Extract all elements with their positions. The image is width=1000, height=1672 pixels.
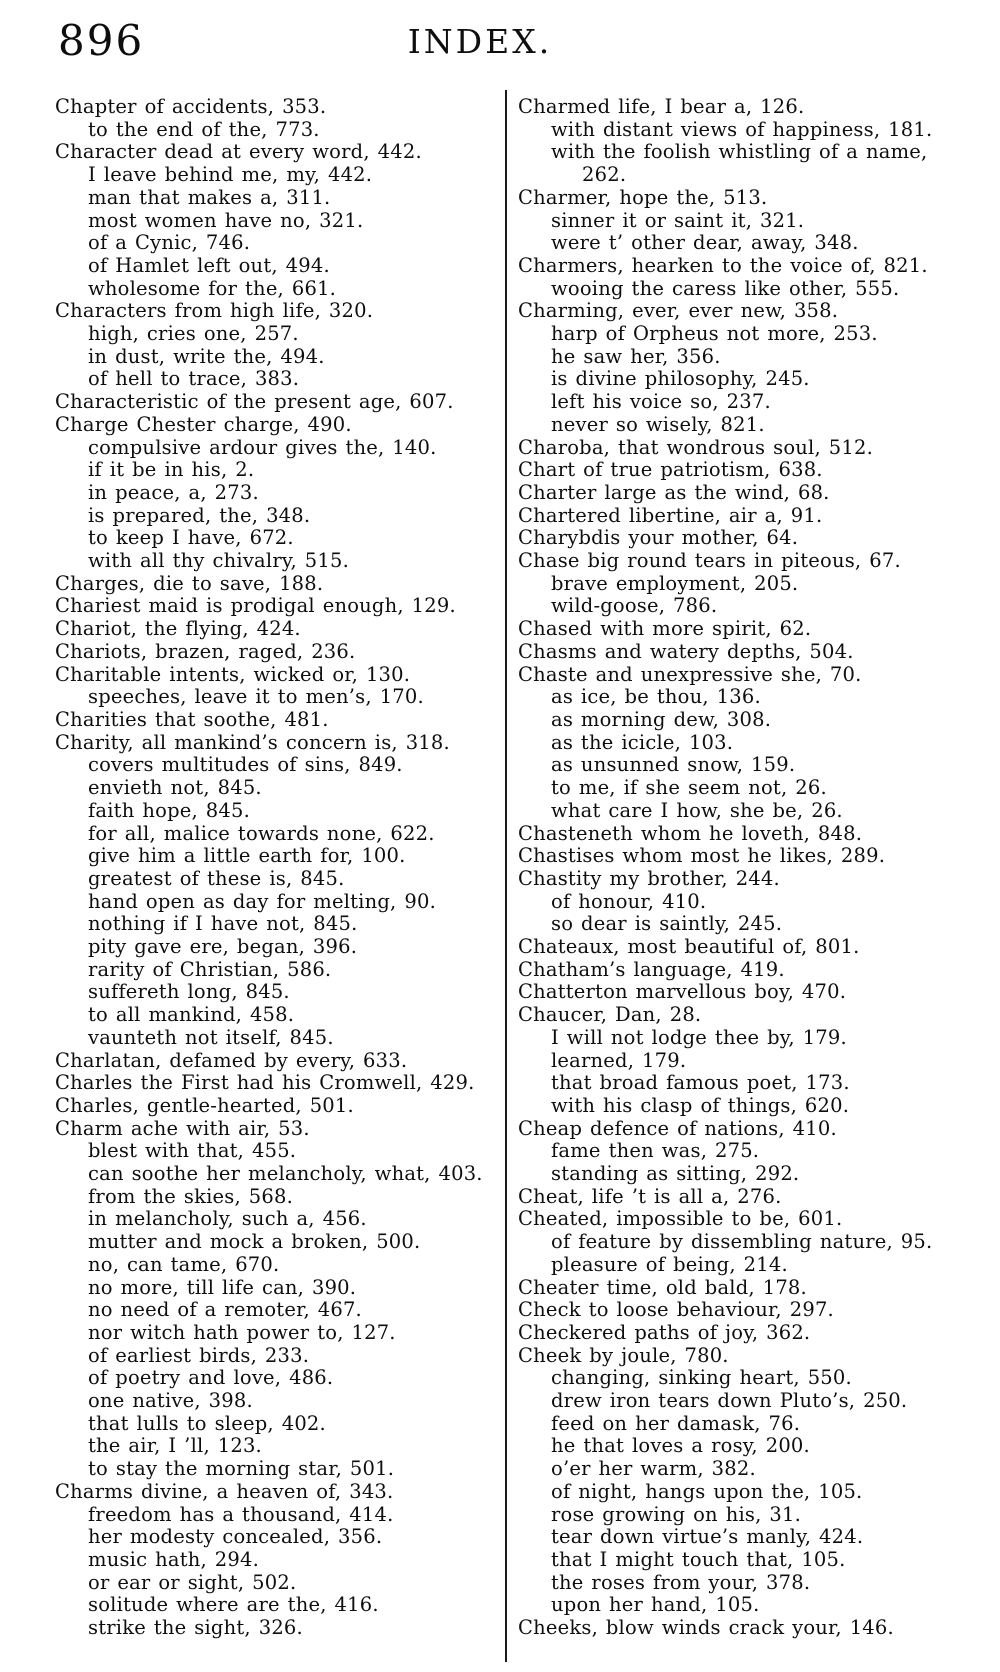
index-entry: mutter and mock a broken, 500. — [88, 1230, 421, 1254]
index-entry: for all, malice towards none, 622. — [88, 821, 435, 845]
index-entry: Charmer, hope the, 513. — [518, 185, 768, 209]
index-entry: Chasms and watery depths, 504. — [518, 639, 854, 663]
index-entry: upon her hand, 105. — [551, 1593, 760, 1617]
index-entry: learned, 179. — [551, 1048, 687, 1072]
index-entry: Charge Chester charge, 490. — [55, 412, 352, 436]
index-entry: he saw her, 356. — [551, 344, 721, 368]
index-entry: 262. — [582, 163, 627, 187]
index-entry: compulsive ardour gives the, 140. — [88, 435, 437, 459]
index-entry: Chapter of accidents, 353. — [55, 95, 327, 118]
index-entry: Charter large as the wind, 68. — [518, 480, 830, 504]
index-entry: what care I how, she be, 26. — [551, 798, 843, 822]
index-entry: freedom has a thousand, 414. — [88, 1502, 394, 1526]
index-entry: most women have no, 321. — [88, 208, 364, 232]
index-entry: strike the sight, 326. — [88, 1616, 303, 1640]
index-entry: high, cries one, 257. — [88, 322, 299, 346]
index-entry: to all mankind, 458. — [88, 1003, 295, 1027]
index-entry: pleasure of being, 214. — [551, 1252, 788, 1276]
index-entry: to keep I have, 672. — [88, 526, 294, 550]
index-entry: Chariot, the flying, 424. — [55, 617, 301, 641]
index-entry: Chaste and unexpressive she, 70. — [518, 662, 862, 686]
index-entry: to me, if she seem not, 26. — [551, 776, 827, 800]
index-entry: as morning dew, 308. — [551, 707, 772, 731]
index-entry: is divine philosophy, 245. — [551, 367, 810, 391]
index-column-right — [518, 96, 958, 1640]
index-entry: of honour, 410. — [551, 889, 707, 913]
index-entry: if it be in his, 2. — [88, 458, 255, 482]
index-entry: Chastity my brother, 244. — [518, 866, 780, 890]
index-entry: of Hamlet left out, 494. — [88, 253, 330, 277]
index-entry: no more, till life can, 390. — [88, 1275, 357, 1299]
index-entry: that broad famous poet, 173. — [551, 1071, 850, 1095]
index-entry: Chariest maid is prodigal enough, 129. — [55, 594, 456, 618]
index-entry: of earliest birds, 233. — [88, 1343, 310, 1367]
index-column-left — [55, 95, 483, 1640]
index-entry: Chatterton marvellous boy, 470. — [518, 980, 847, 1004]
index-entry: were t’ other dear, away, 348. — [551, 231, 859, 255]
index-entry: the air, I ’ll, 123. — [88, 1434, 262, 1458]
index-entry: in melancholy, such a, 456. — [88, 1207, 367, 1231]
index-entry: her modesty concealed, 356. — [88, 1525, 383, 1549]
index-entry: that lulls to sleep, 402. — [88, 1411, 326, 1435]
page-number: 896 — [58, 16, 145, 65]
index-entry: brave employment, 205. — [551, 571, 799, 595]
index-entry: covers multitudes of sins, 849. — [88, 753, 403, 777]
index-entry: with his clasp of things, 620. — [551, 1093, 850, 1117]
index-entry: fame then was, 275. — [551, 1139, 760, 1163]
index-entry: with all thy chivalry, 515. — [88, 549, 349, 573]
index-entry: is prepared, the, 348. — [88, 503, 311, 527]
index-entry: tear down virtue’s manly, 424. — [551, 1525, 864, 1549]
index-entry: Chartered libertine, air a, 91. — [518, 503, 823, 527]
index-entry: of a Cynic, 746. — [88, 231, 251, 255]
index-entry: Charles the First had his Cromwell, 429. — [55, 1071, 475, 1095]
index-entry: as ice, be thou, 136. — [551, 685, 761, 709]
index-entry: man that makes a, 311. — [88, 185, 331, 209]
index-entry: or ear or sight, 502. — [88, 1570, 297, 1594]
index-entry: Charities that soothe, 481. — [55, 707, 329, 731]
index-entry: changing, sinking heart, 550. — [551, 1366, 852, 1390]
index-entry: left his voice so, 237. — [551, 390, 771, 414]
index-entry: one native, 398. — [88, 1389, 253, 1413]
index-entry: give him a little earth for, 100. — [88, 844, 406, 868]
index-entry: drew iron tears down Pluto’s, 250. — [551, 1389, 908, 1413]
index-entry: standing as sitting, 292. — [551, 1162, 800, 1186]
index-entry: Charmers, hearken to the voice of, 821. — [518, 253, 928, 277]
index-entry: of hell to trace, 383. — [88, 367, 300, 391]
index-entry: Chased with more spirit, 62. — [518, 617, 812, 641]
index-entry: music hath, 294. — [88, 1548, 260, 1571]
index-entry: so dear is saintly, 245. — [551, 912, 783, 936]
index-entry: wholesome for the, 661. — [88, 276, 337, 300]
index-entry: faith hope, 845. — [88, 798, 251, 822]
index-entry: can soothe her melancholy, what, 403. — [88, 1162, 483, 1186]
index-entry: I leave behind me, my, 442. — [88, 163, 373, 187]
index-entry: wild-goose, 786. — [551, 594, 718, 618]
page-title: INDEX. — [407, 22, 553, 61]
index-entry: Character dead at every word, 442. — [55, 140, 422, 164]
index-entry: Cheeks, blow winds crack your, 146. — [518, 1616, 894, 1640]
index-entry: to the end of the, 773. — [88, 117, 320, 141]
index-entry: to stay the morning star, 501. — [88, 1457, 395, 1481]
index-entry: Cheap defence of nations, 410. — [518, 1116, 837, 1140]
index-entry: suffereth long, 845. — [88, 980, 290, 1004]
index-entry: envieth not, 845. — [88, 776, 262, 800]
index-entry: Check to loose behaviour, 297. — [518, 1298, 834, 1322]
index-entry: Cheek by joule, 780. — [518, 1343, 729, 1367]
index-entry: Chariots, brazen, raged, 236. — [55, 639, 356, 663]
index-entry: Charms divine, a heaven of, 343. — [55, 1479, 394, 1503]
index-entry: that I might touch that, 105. — [551, 1548, 846, 1571]
index-entry: as unsunned snow, 159. — [551, 753, 796, 777]
index-entry: harp of Orpheus not more, 253. — [551, 322, 878, 346]
index-entry: rarity of Christian, 586. — [88, 957, 332, 981]
index-entry: Charges, die to save, 188. — [55, 571, 324, 595]
index-entry: Chase big round tears in piteous, 67. — [518, 549, 901, 573]
index-entry: he that loves a rosy, 200. — [551, 1434, 810, 1458]
index-entry: no, can tame, 670. — [88, 1252, 280, 1276]
index-entry: Chastises whom most he likes, 289. — [518, 844, 886, 868]
index-entry: feed on her damask, 76. — [551, 1411, 801, 1435]
index-entry: in dust, write the, 494. — [88, 344, 325, 368]
index-entry: solitude where are the, 416. — [88, 1593, 379, 1617]
index-entry: no need of a remoter, 467. — [88, 1298, 362, 1322]
column-divider-rule — [505, 90, 507, 1662]
index-entry: with distant views of happiness, 181. — [551, 117, 933, 141]
index-entry: Charoba, that wondrous soul, 512. — [518, 435, 873, 459]
index-entry: Chaucer, Dan, 28. — [518, 1003, 702, 1027]
index-entry: Charybdis your mother, 64. — [518, 526, 799, 550]
index-entry: Cheated, impossible to be, 601. — [518, 1207, 843, 1231]
index-entry: Chart of true patriotism, 638. — [518, 458, 823, 482]
index-entry: rose growing on his, 31. — [551, 1502, 802, 1526]
index-entry: I will not lodge thee by, 179. — [551, 1025, 847, 1049]
index-entry: sinner it or saint it, 321. — [551, 208, 805, 232]
index-entry: Characteristic of the present age, 607. — [55, 390, 454, 414]
index-entry: Charmed life, I bear a, 126. — [518, 95, 805, 118]
index-entry: vaunteth not itself, 845. — [88, 1025, 334, 1049]
index-entry: with the foolish whistling of a name, — [551, 140, 928, 164]
index-entry: Chateaux, most beautiful of, 801. — [518, 935, 860, 959]
index-entry: Charitable intents, wicked or, 130. — [55, 662, 411, 686]
index-entry: speeches, leave it to men’s, 170. — [88, 685, 424, 709]
index-entry: Cheat, life ’t is all a, 276. — [518, 1184, 782, 1208]
index-entry: blest with that, 455. — [88, 1139, 297, 1163]
index-entry: Chatham’s language, 419. — [518, 957, 785, 981]
index-entry: wooing the caress like other, 555. — [551, 276, 900, 300]
index-entry: pity gave ere, began, 396. — [88, 935, 358, 959]
index-entry: hand open as day for melting, 90. — [88, 889, 436, 913]
index-entry: the roses from your, 378. — [551, 1570, 811, 1594]
index-entry: Cheater time, old bald, 178. — [518, 1275, 807, 1299]
index-entry: nothing if I have not, 845. — [88, 912, 358, 936]
index-entry: Charming, ever, ever new, 358. — [518, 299, 839, 323]
index-entry: Charlatan, defamed by every, 633. — [55, 1048, 408, 1072]
index-entry: Chasteneth whom he loveth, 848. — [518, 821, 863, 845]
index-entry: from the skies, 568. — [88, 1184, 294, 1208]
index-entry: Charm ache with air, 53. — [55, 1116, 310, 1140]
index-entry: of night, hangs upon the, 105. — [551, 1479, 863, 1503]
index-entry: in peace, a, 273. — [88, 480, 259, 504]
index-entry: of poetry and love, 486. — [88, 1366, 334, 1390]
index-entry: never so wisely, 821. — [551, 412, 765, 436]
index-entry: nor witch hath power to, 127. — [88, 1320, 396, 1344]
index-entry: o’er her warm, 382. — [551, 1457, 756, 1481]
index-entry: of feature by dissembling nature, 95. — [551, 1230, 933, 1254]
index-entry: as the icicle, 103. — [551, 730, 734, 754]
index-entry: Charity, all mankind’s concern is, 318. — [55, 730, 450, 754]
index-entry: Charles, gentle-hearted, 501. — [55, 1093, 354, 1117]
index-entry: Checkered paths of joy, 362. — [518, 1320, 811, 1344]
index-entry: greatest of these is, 845. — [88, 866, 345, 890]
index-entry: Characters from high life, 320. — [55, 299, 374, 323]
